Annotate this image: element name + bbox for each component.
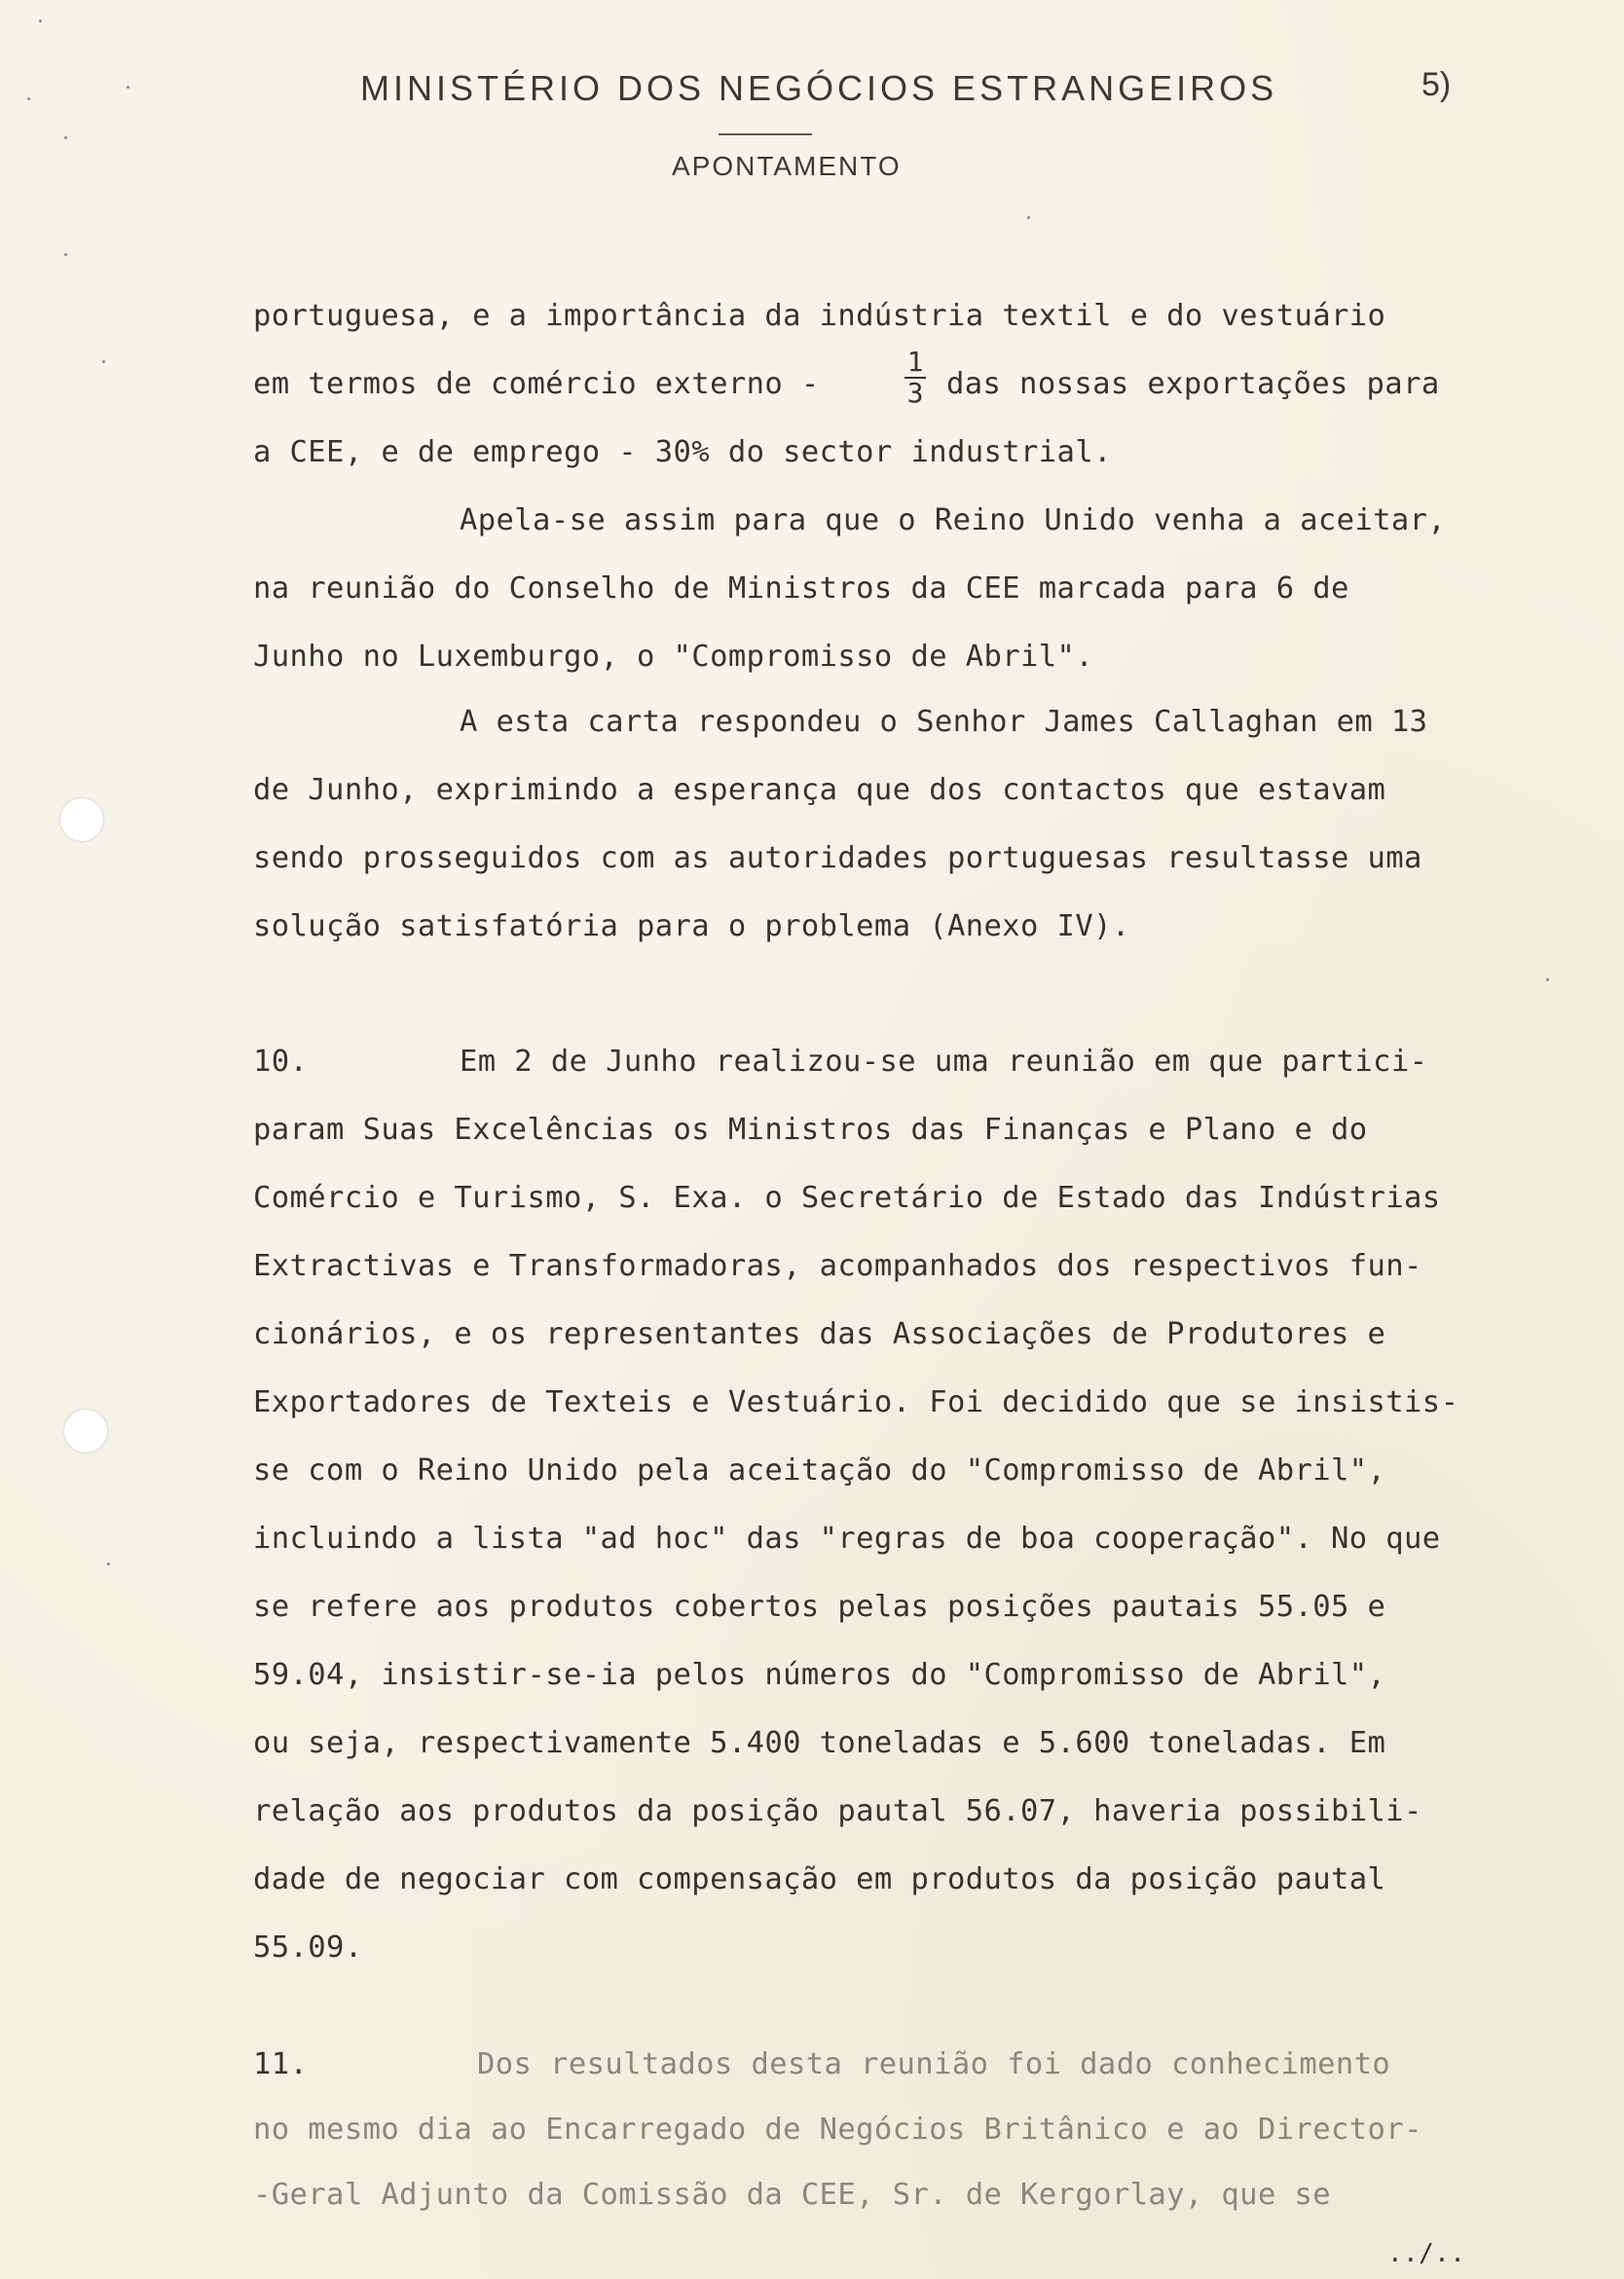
continuation-mark: ../.. bbox=[1387, 2239, 1466, 2268]
body-line: a CEE, e de emprego - 30% do sector industrial. bbox=[253, 435, 1112, 469]
body-line: na reunião do Conselho de Ministros da CEE marcada para 6 de bbox=[253, 571, 1349, 606]
body-line: Comércio e Turismo, S. Exa. o Secretário de Estado das Indústrias bbox=[253, 1181, 1441, 1215]
body-line: portuguesa, e a importância da indústria textil e do vestuário bbox=[253, 299, 1386, 333]
margin-mark bbox=[1546, 978, 1549, 981]
body-line: 55.09. bbox=[253, 1930, 363, 1965]
body-line: Apela-se assim para que o Reino Unido venha a aceitar, bbox=[460, 503, 1447, 537]
body-line: Junho no Luxemburgo, o "Compromisso de Abril". bbox=[253, 640, 1094, 674]
body-line: ou seja, respectivamente 5.400 toneladas e 5.600 toneladas. Em bbox=[253, 1726, 1386, 1760]
body-line: Exportadores de Texteis e Vestuário. Foi decidido que se insistis- bbox=[253, 1385, 1459, 1419]
body-line: Dos resultados desta reunião foi dado conhecimento bbox=[477, 2047, 1391, 2081]
body-line: relação aos produtos da posição pautal 56.07, haveria possibili- bbox=[253, 1794, 1422, 1828]
margin-mark bbox=[127, 86, 129, 89]
margin-mark bbox=[39, 19, 42, 22]
body-line: param Suas Excelências os Ministros das Finanças e Plano e do bbox=[253, 1113, 1368, 1147]
margin-mark bbox=[27, 97, 30, 100]
header-rule bbox=[719, 133, 812, 135]
body-line: sendo prosseguidos com as autoridades portuguesas resultasse uma bbox=[253, 841, 1422, 875]
body-line: de Junho, exprimindo a esperança que dos contactos que estavam bbox=[253, 773, 1386, 807]
body-line: cionários, e os representantes das Associações de Produtores e bbox=[253, 1317, 1386, 1351]
body-line: Em 2 de Junho realizou-se uma reunião em que partici- bbox=[460, 1045, 1428, 1079]
margin-mark bbox=[64, 253, 67, 256]
margin-mark bbox=[107, 1562, 110, 1565]
body-line: em termos de comércio externo - bbox=[253, 367, 820, 401]
fraction-numerator: 1 bbox=[906, 346, 924, 378]
punch-hole-top bbox=[60, 798, 103, 841]
margin-mark bbox=[102, 360, 105, 363]
body-line: 59.04, insistir-se-ia pelos números do "Compromisso de Abril", bbox=[253, 1658, 1386, 1692]
ministry-header: MINISTÉRIO DOS NEGÓCIOS ESTRANGEIROS bbox=[360, 68, 1278, 108]
body-line: incluindo a lista "ad hoc" das "regras de boa cooperação". No que bbox=[253, 1522, 1441, 1556]
body-line: no mesmo dia ao Encarregado de Negócios Britânico e ao Director- bbox=[253, 2113, 1422, 2147]
page-number: 5) bbox=[1421, 66, 1452, 103]
fraction-one-third bbox=[904, 346, 927, 409]
fraction-denominator: 3 bbox=[906, 377, 924, 409]
body-line: se com o Reino Unido pela aceitação do "Compromisso de Abril", bbox=[253, 1453, 1386, 1488]
body-line: se refere aos produtos cobertos pelas posições pautais 55.05 e bbox=[253, 1590, 1386, 1624]
body-line: Extractivas e Transformadoras, acompanhados dos respectivos fun- bbox=[253, 1249, 1422, 1283]
body-line: solução satisfatória para o problema (Anexo IV). bbox=[253, 909, 1130, 943]
margin-mark bbox=[1027, 216, 1030, 219]
punch-hole-bottom bbox=[64, 1410, 107, 1452]
document-type-label: APONTAMENTO bbox=[672, 151, 902, 181]
body-line: das nossas exportações para bbox=[946, 367, 1440, 401]
body-line: dade de negociar com compensação em produtos da posição pautal bbox=[253, 1862, 1386, 1896]
margin-mark bbox=[64, 136, 67, 139]
paragraph-number: 10. bbox=[253, 1045, 309, 1079]
body-line: A esta carta respondeu o Senhor James Callaghan em 13 bbox=[460, 705, 1428, 739]
paragraph-number: 11. bbox=[253, 2047, 309, 2081]
body-line: -Geral Adjunto da Comissão da CEE, Sr. de Kergorlay, que se bbox=[253, 2178, 1331, 2212]
